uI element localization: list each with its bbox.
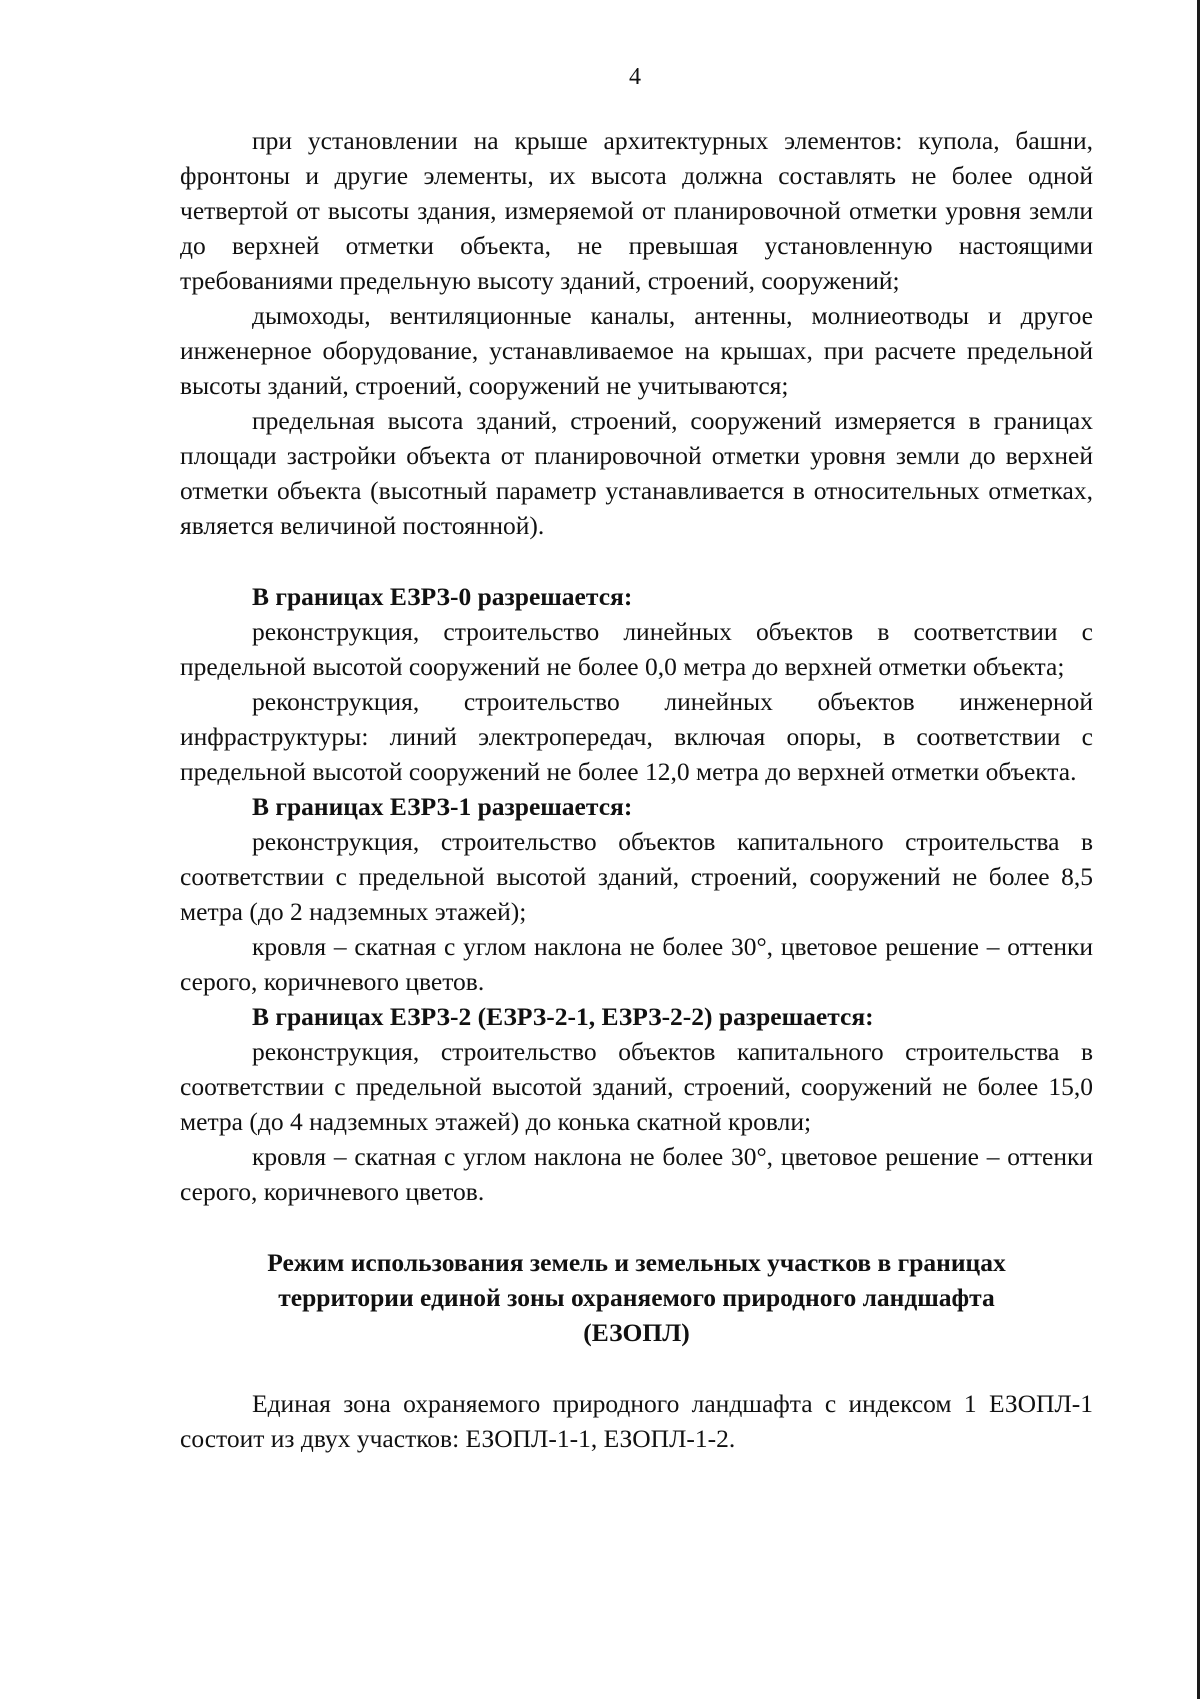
paragraph-ezopl-1: Единая зона охраняемого природного ландшафта с индексом 1 ЕЗОПЛ-1 состоит из двух участков: ЕЗОПЛ-1-1, ЕЗОПЛ-1-2. bbox=[180, 1389, 1093, 1453]
heading-ezrz-2: В границах ЕЗРЗ-2 (ЕЗРЗ-2-1, ЕЗРЗ-2-2) разрешается: bbox=[252, 1002, 874, 1031]
section-title-line-1: Режим использования земель и земельных участков в границах bbox=[267, 1248, 1006, 1277]
spacer bbox=[180, 543, 1093, 579]
heading-ezrz-0: В границах ЕЗРЗ-0 разрешается: bbox=[252, 582, 633, 611]
paragraph-ezrz-1-roof: кровля – скатная с углом наклона не более 30°, цветовое решение – оттенки серого, коричневого цветов. bbox=[180, 932, 1093, 996]
paragraph-ezrz-0-linear: реконструкция, строительство линейных объектов в соответствии с предельной высотой сооружений не более 0,0 метра до верхней отметки объекта; bbox=[180, 617, 1093, 681]
document-body bbox=[180, 123, 1093, 1456]
paragraph-ezrz-0-infrastructure: реконструкция, строительство линейных объектов инженерной инфраструктуры: линий электропередач, включая опоры, в соответствии с предельной высотой сооружений не более 12,0 метра до верхней отметки объекта. bbox=[180, 687, 1093, 786]
paragraph-ezrz-2-roof: кровля – скатная с углом наклона не более 30°, цветовое решение – оттенки серого, коричневого цветов. bbox=[180, 1142, 1093, 1206]
spacer bbox=[180, 1209, 1093, 1245]
paragraph-height-measurement: предельная высота зданий, строений, сооружений измеряется в границах площади застройки объекта от планировочной отметки уровня земли до верхней отметки объекта (высотный параметр устанавливается в относительных отметках, является величиной постоянной). bbox=[180, 406, 1093, 540]
section-title-line-2: территории единой зоны охраняемого природного ландшафта bbox=[278, 1283, 995, 1312]
spacer bbox=[180, 1350, 1093, 1386]
page-number: 4 bbox=[629, 64, 641, 90]
section-title-line-3: (ЕЗОПЛ) bbox=[583, 1318, 690, 1347]
section-title bbox=[180, 1245, 1093, 1350]
heading-ezrz-1: В границах ЕЗРЗ-1 разрешается: bbox=[252, 792, 633, 821]
paragraph-ezrz-1-construction: реконструкция, строительство объектов капитального строительства в соответствии с предельной высотой зданий, строений, сооружений не более 8,5 метра (до 2 надземных этажей); bbox=[180, 827, 1093, 926]
paragraph-ezrz-2-construction: реконструкция, строительство объектов капитального строительства в соответствии с предельной высотой зданий, строений, сооружений не более 15,0 метра (до 4 надземных этажей) до конька скатной кровли; bbox=[180, 1037, 1093, 1136]
paragraph-chimneys: дымоходы, вентиляционные каналы, антенны, молниеотводы и другое инженерное оборудование, устанавливаемое на крышах, при расчете предельной высоты зданий, строений, сооружений не учитываются; bbox=[180, 301, 1093, 400]
paragraph-roof-elements: при установлении на крыше архитектурных элементов: купола, башни, фронтоны и другие элементы, их высота должна составлять не более одной четвертой от высоты здания, измеряемой от планировочной отметки уровня земли до верхней отметки объекта, не превышая установленную настоящими требованиями предельную высоту зданий, строений, сооружений; bbox=[180, 126, 1093, 295]
